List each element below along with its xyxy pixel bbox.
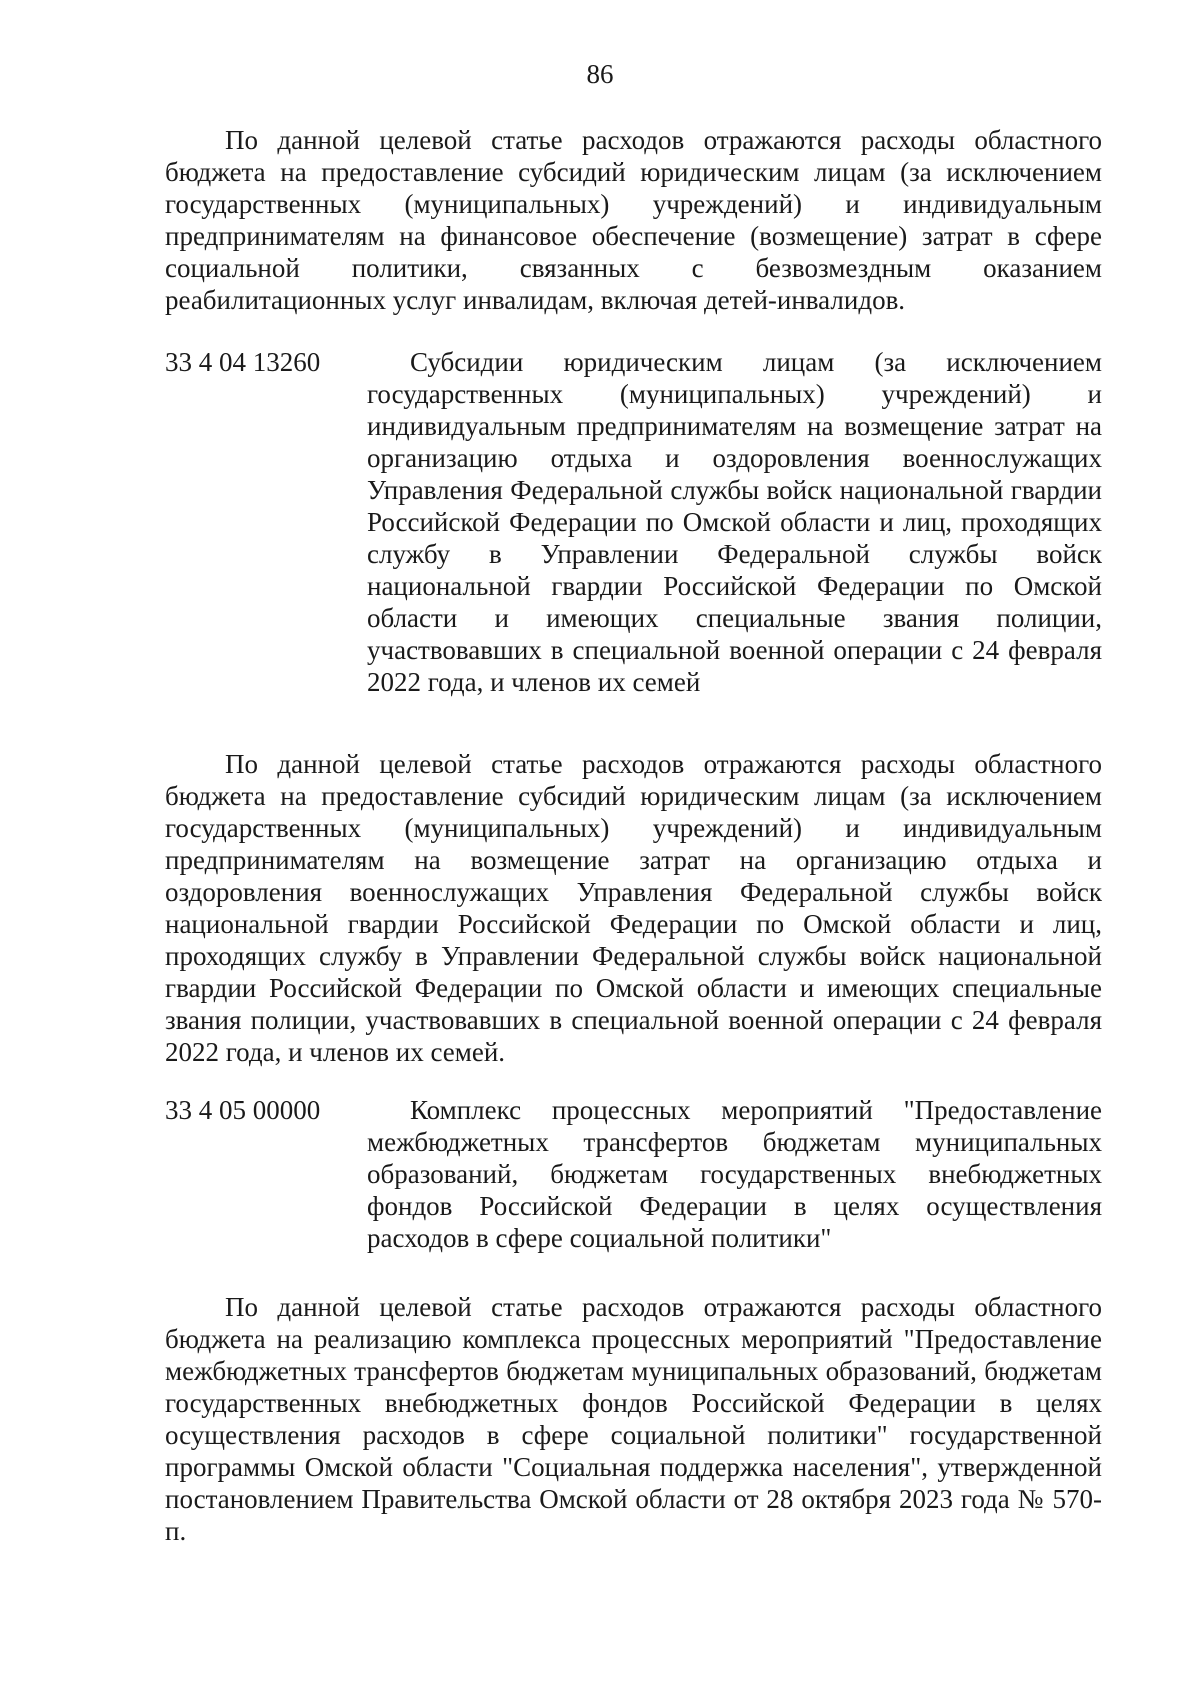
paragraph-interbudget-transfers: По данной целевой статье расходов отражаются расходы областного бюджета на реализацию комплекса процессных мероприятий "Предоставление межбюджетных трансфертов бюджетам муниципальных образований, бюджетам государственных внебюджетных фондов Российской Федерации в целях осуществления расходов в сфере социальной политики" государственной программы Омской области "Социальная поддержка населения", утвержденной постановлением Правительства Омской области от 28 октября 2023 года № 570-п. — [165, 1292, 1102, 1546]
paragraph-rehabilitation-subsidies: По данной целевой статье расходов отражаются расходы областного бюджета на предоставление субсидий юридическим лицам (за исключением государственных (муниципальных) учреждений) и индивидуальным предпринимателям на финансовое обеспечение (возмещение) затрат в сфере социальной политики, связанных с безвозмездным оказанием реабилитационных услуг инвалидам, включая детей-инвалидов. — [165, 125, 1102, 315]
paragraph-national-guard-subsidies: По данной целевой статье расходов отражаются расходы областного бюджета на предоставление субсидий юридическим лицам (за исключением государственных (муниципальных) учреждений) и индивидуальным предпринимателям на возмещение затрат на организацию отдыха и оздоровления военнослужащих Управления Федеральной службы войск национальной гвардии Российской Федерации по Омской области и лиц, проходящих службу в Управлении Федеральной службы войск национальной гвардии Российской Федерации по Омской области и имеющих специальные звания полиции, участвовавших в специальной военной операции с 24 февраля 2022 года, и членов их семей. — [165, 749, 1102, 1067]
budget-entry-description: Комплекс процессных мероприятий "Предоставление межбюджетных трансфертов бюджетам муниципальных образований, бюджетам государственных внебюджетных фондов Российской Федерации в целях осуществления расходов в сфере социальной политики" — [367, 1095, 1102, 1253]
budget-entry-code: 33 4 05 00000 — [165, 1095, 321, 1125]
budget-entry-code: 33 4 04 13260 — [165, 347, 321, 377]
page-number: 86 — [586, 59, 614, 89]
budget-entry-description: Субсидии юридическим лицам (за исключением государственных (муниципальных) учреждений) и индивидуальным предпринимателям на возмещение затрат на организацию отдыха и оздоровления военнослужащих Управления Федеральной службы войск национальной гвардии Российской Федерации по Омской области и лиц, проходящих службу в Управлении Федеральной службы войск национальной гвардии Российской Федерации по Омской области и имеющих специальные звания полиции, участвовавших в специальной военной операции с 24 февраля 2022 года, и членов их семей — [367, 347, 1102, 697]
